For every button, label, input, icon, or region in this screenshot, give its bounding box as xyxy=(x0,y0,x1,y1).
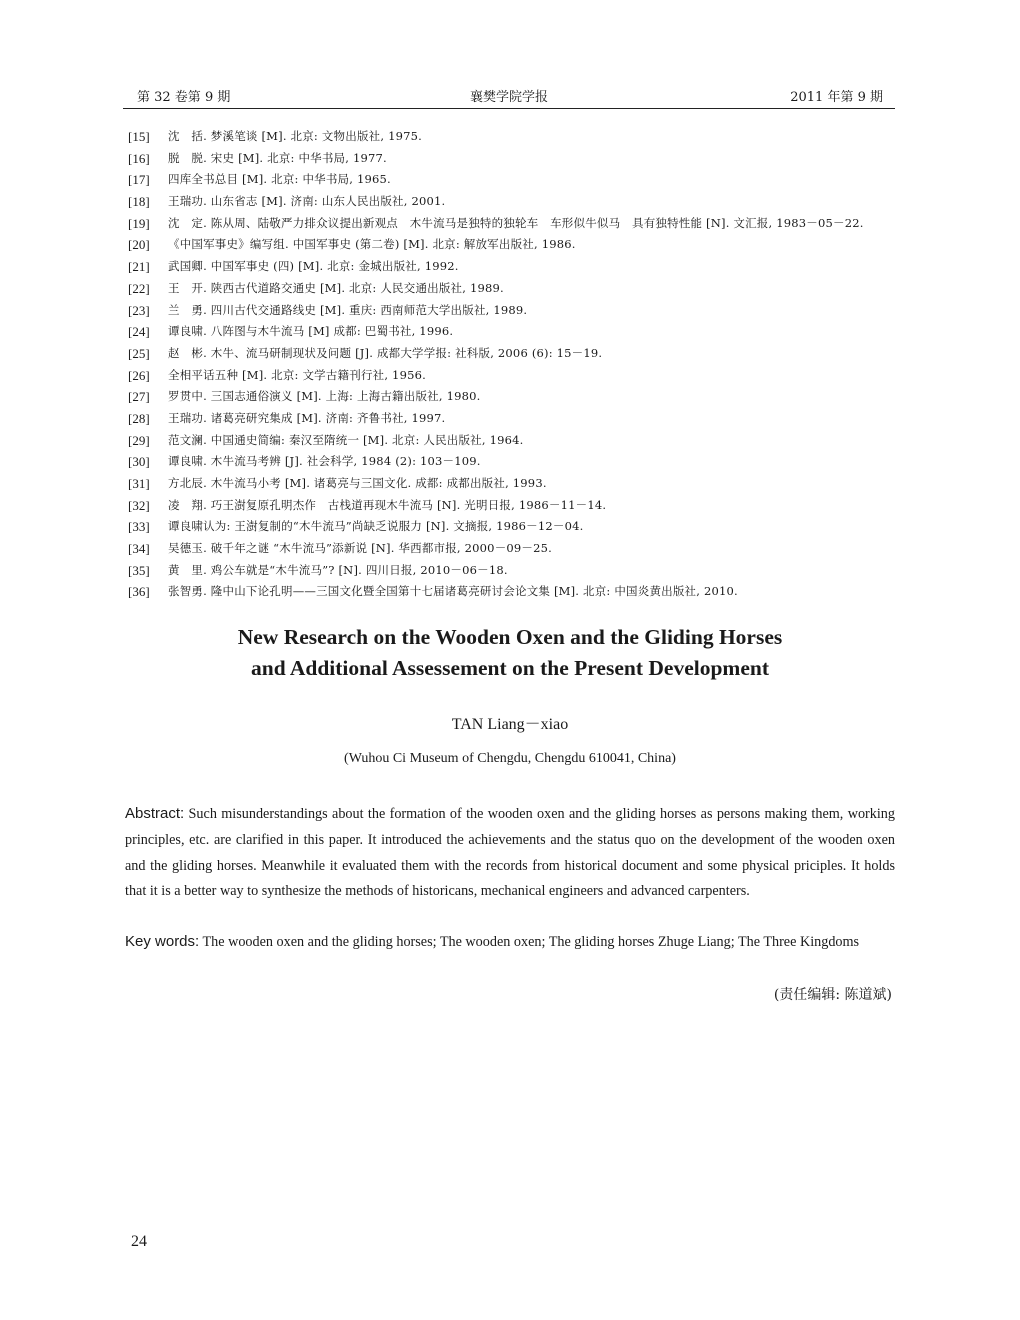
reference-number: [34] xyxy=(128,541,150,557)
reference-item xyxy=(128,581,898,603)
author-affiliation: (Wuhou Ci Museum of Chengdu, Chengdu 610041, China) xyxy=(344,751,676,766)
reference-number: [19] xyxy=(128,215,150,231)
reference-text: 王瑞功. 诸葛亮研究集成 [M]. 济南: 齐鲁书社, 1997. xyxy=(168,410,446,425)
abstract-paragraph xyxy=(125,801,895,905)
reference-item xyxy=(128,234,898,256)
reference-text: 全相平话五种 [M]. 北京: 文学古籍刊行社, 1956. xyxy=(168,367,426,382)
reference-text: 谭良啸认为: 王澍复制的“木牛流马”尚缺乏说服力 [N]. 文摘报, 1986－12－04. xyxy=(168,519,584,534)
reference-item xyxy=(128,191,898,213)
reference-text: 王 开. 陕西古代道路交通史 [M]. 北京: 人民交通出版社, 1989. xyxy=(168,280,504,295)
reference-number: [29] xyxy=(128,432,150,448)
reference-number: [32] xyxy=(128,497,150,513)
reference-text: 脱 脱. 宋史 [M]. 北京: 中华书局, 1977. xyxy=(168,150,387,165)
reference-number: [15] xyxy=(128,129,150,144)
keywords-text: The wooden oxen and the gliding horses; The wooden oxen; The gliding horses Zhuge Liang; The Three Kingdoms xyxy=(199,934,860,950)
title-line-1: New Research on the Wooden Oxen and the Gliding Horses xyxy=(237,625,783,649)
reference-number: [21] xyxy=(128,259,150,275)
keywords-paragraph xyxy=(125,929,895,956)
reference-item xyxy=(128,321,898,343)
reference-number: [33] xyxy=(128,519,150,535)
reference-number: [16] xyxy=(128,150,150,166)
responsible-editor: (责任编辑: 陈道斌) xyxy=(773,987,892,1003)
reference-number: [24] xyxy=(128,324,150,340)
reference-item xyxy=(128,430,898,452)
reference-item xyxy=(128,408,898,430)
reference-number: [23] xyxy=(128,302,150,318)
reference-text: 《中国军事史》编写组. 中国军事史 (第二卷) [M]. 北京: 解放军出版社, 1986. xyxy=(168,237,576,252)
reference-item xyxy=(128,300,898,322)
reference-text: 四库全书总目 [M]. 北京: 中华书局, 1965. xyxy=(168,172,391,187)
abstract-text: Such misunderstandings about the formation of the wooden oxen and the gliding horses as persons making them, working principles, etc. are clarified in this paper. It introduced the achievements and the status quo on the development of the wooden oxen and the gliding horses. Meanwhile it evaluated them with the records from historical document and some physical priciples. It holds that it is a better way to synthesize the methods of historicans, mechanical engineers and advanced carpenters. xyxy=(125,806,895,900)
reference-number: [20] xyxy=(128,237,150,253)
reference-text: 吴德玉. 破千年之谜 “木牛流马”添新说 [N]. 华西都市报, 2000－09－25. xyxy=(168,541,553,556)
reference-item xyxy=(128,516,898,538)
reference-number: [18] xyxy=(128,194,150,210)
reference-number: [17] xyxy=(128,172,150,188)
reference-list xyxy=(128,126,898,603)
reference-number: [26] xyxy=(128,367,150,383)
reference-item xyxy=(128,213,898,235)
header-year-issue: 2011 年第 9 期 xyxy=(790,90,883,105)
reference-number: [30] xyxy=(128,454,150,470)
page-number: 24 xyxy=(131,1233,147,1250)
reference-item xyxy=(128,343,898,365)
reference-text: 谭良啸. 八阵图与木牛流马 [M] 成都: 巴蜀书社, 1996. xyxy=(168,324,454,339)
reference-text: 赵 彬. 木牛、流马研制现状及问题 [J]. 成都大学学报: 社科版, 2006 (6): 15－19. xyxy=(168,345,603,360)
reference-number: [28] xyxy=(128,410,150,426)
english-title xyxy=(0,622,1020,684)
reference-text: 兰 勇. 四川古代交通路线史 [M]. 重庆: 西南师范大学出版社, 1989. xyxy=(168,302,528,317)
reference-text: 谭良啸. 木牛流马考辨 [J]. 社会科学, 1984 (2): 103－109. xyxy=(168,454,481,469)
reference-item xyxy=(128,451,898,473)
reference-text: 凌 翔. 巧王澍复原孔明杰作 古栈道再现木牛流马 [N]. 光明日报, 1986－11－14. xyxy=(168,497,607,512)
reference-item xyxy=(128,386,898,408)
reference-text: 武国卿. 中国军事史 (四) [M]. 北京: 金城出版社, 1992. xyxy=(168,259,459,274)
reference-item xyxy=(128,169,898,191)
title-line-2: and Additional Assessement on the Present Development xyxy=(250,656,769,680)
reference-item xyxy=(128,365,898,387)
reference-text: 罗贯中. 三国志通俗演义 [M]. 上海: 上海古籍出版社, 1980. xyxy=(168,389,481,404)
reference-item xyxy=(128,473,898,495)
reference-number: [22] xyxy=(128,280,150,296)
running-header xyxy=(123,84,895,109)
reference-number: [31] xyxy=(128,476,150,491)
header-volume-issue: 第 32 卷第 9 期 xyxy=(137,90,231,105)
reference-text: 黄 里. 鸡公车就是“木牛流马”? [N]. 四川日报, 2010－06－18. xyxy=(168,562,508,577)
reference-number: [27] xyxy=(128,389,150,405)
reference-text: 沈 括. 梦溪笔谈 [M]. 北京: 文物出版社, 1975. xyxy=(168,129,422,143)
reference-number: [36] xyxy=(128,584,150,600)
reference-number: [35] xyxy=(128,562,150,578)
reference-text: 方北辰. 木牛流马小考 [M]. 诸葛亮与三国文化. 成都: 成都出版社, 1993. xyxy=(168,476,547,490)
reference-item xyxy=(128,560,898,582)
reference-number: [25] xyxy=(128,345,150,361)
keywords-label: Key words: xyxy=(125,933,200,950)
reference-item xyxy=(128,538,898,560)
reference-text: 王瑞功. 山东省志 [M]. 济南: 山东人民出版社, 2001. xyxy=(168,194,446,209)
reference-text: 范文澜. 中国通史简编: 秦汉至隋统一 [M]. 北京: 人民出版社, 1964. xyxy=(168,432,524,447)
abstract-label: Abstract: xyxy=(125,805,185,822)
reference-item xyxy=(128,278,898,300)
reference-item xyxy=(128,148,898,170)
author-name: TAN Liang－xiao xyxy=(451,716,569,733)
header-journal-name: 襄樊学院学报 xyxy=(469,90,548,105)
reference-item xyxy=(128,126,898,148)
reference-text: 张智勇. 隆中山下论孔明——三国文化暨全国第十七届诸葛亮研讨会论文集 [M]. 北京: 中国炎黄出版社, 2010. xyxy=(168,584,738,599)
reference-text: 沈 定. 陈从周、陆敬严力排众议提出新观点 木牛流马是独特的独轮车 车形似牛似马 具有独特性能 [N]. 文汇报, 1983－05－22. xyxy=(168,215,864,230)
reference-item xyxy=(128,256,898,278)
reference-item xyxy=(128,495,898,517)
